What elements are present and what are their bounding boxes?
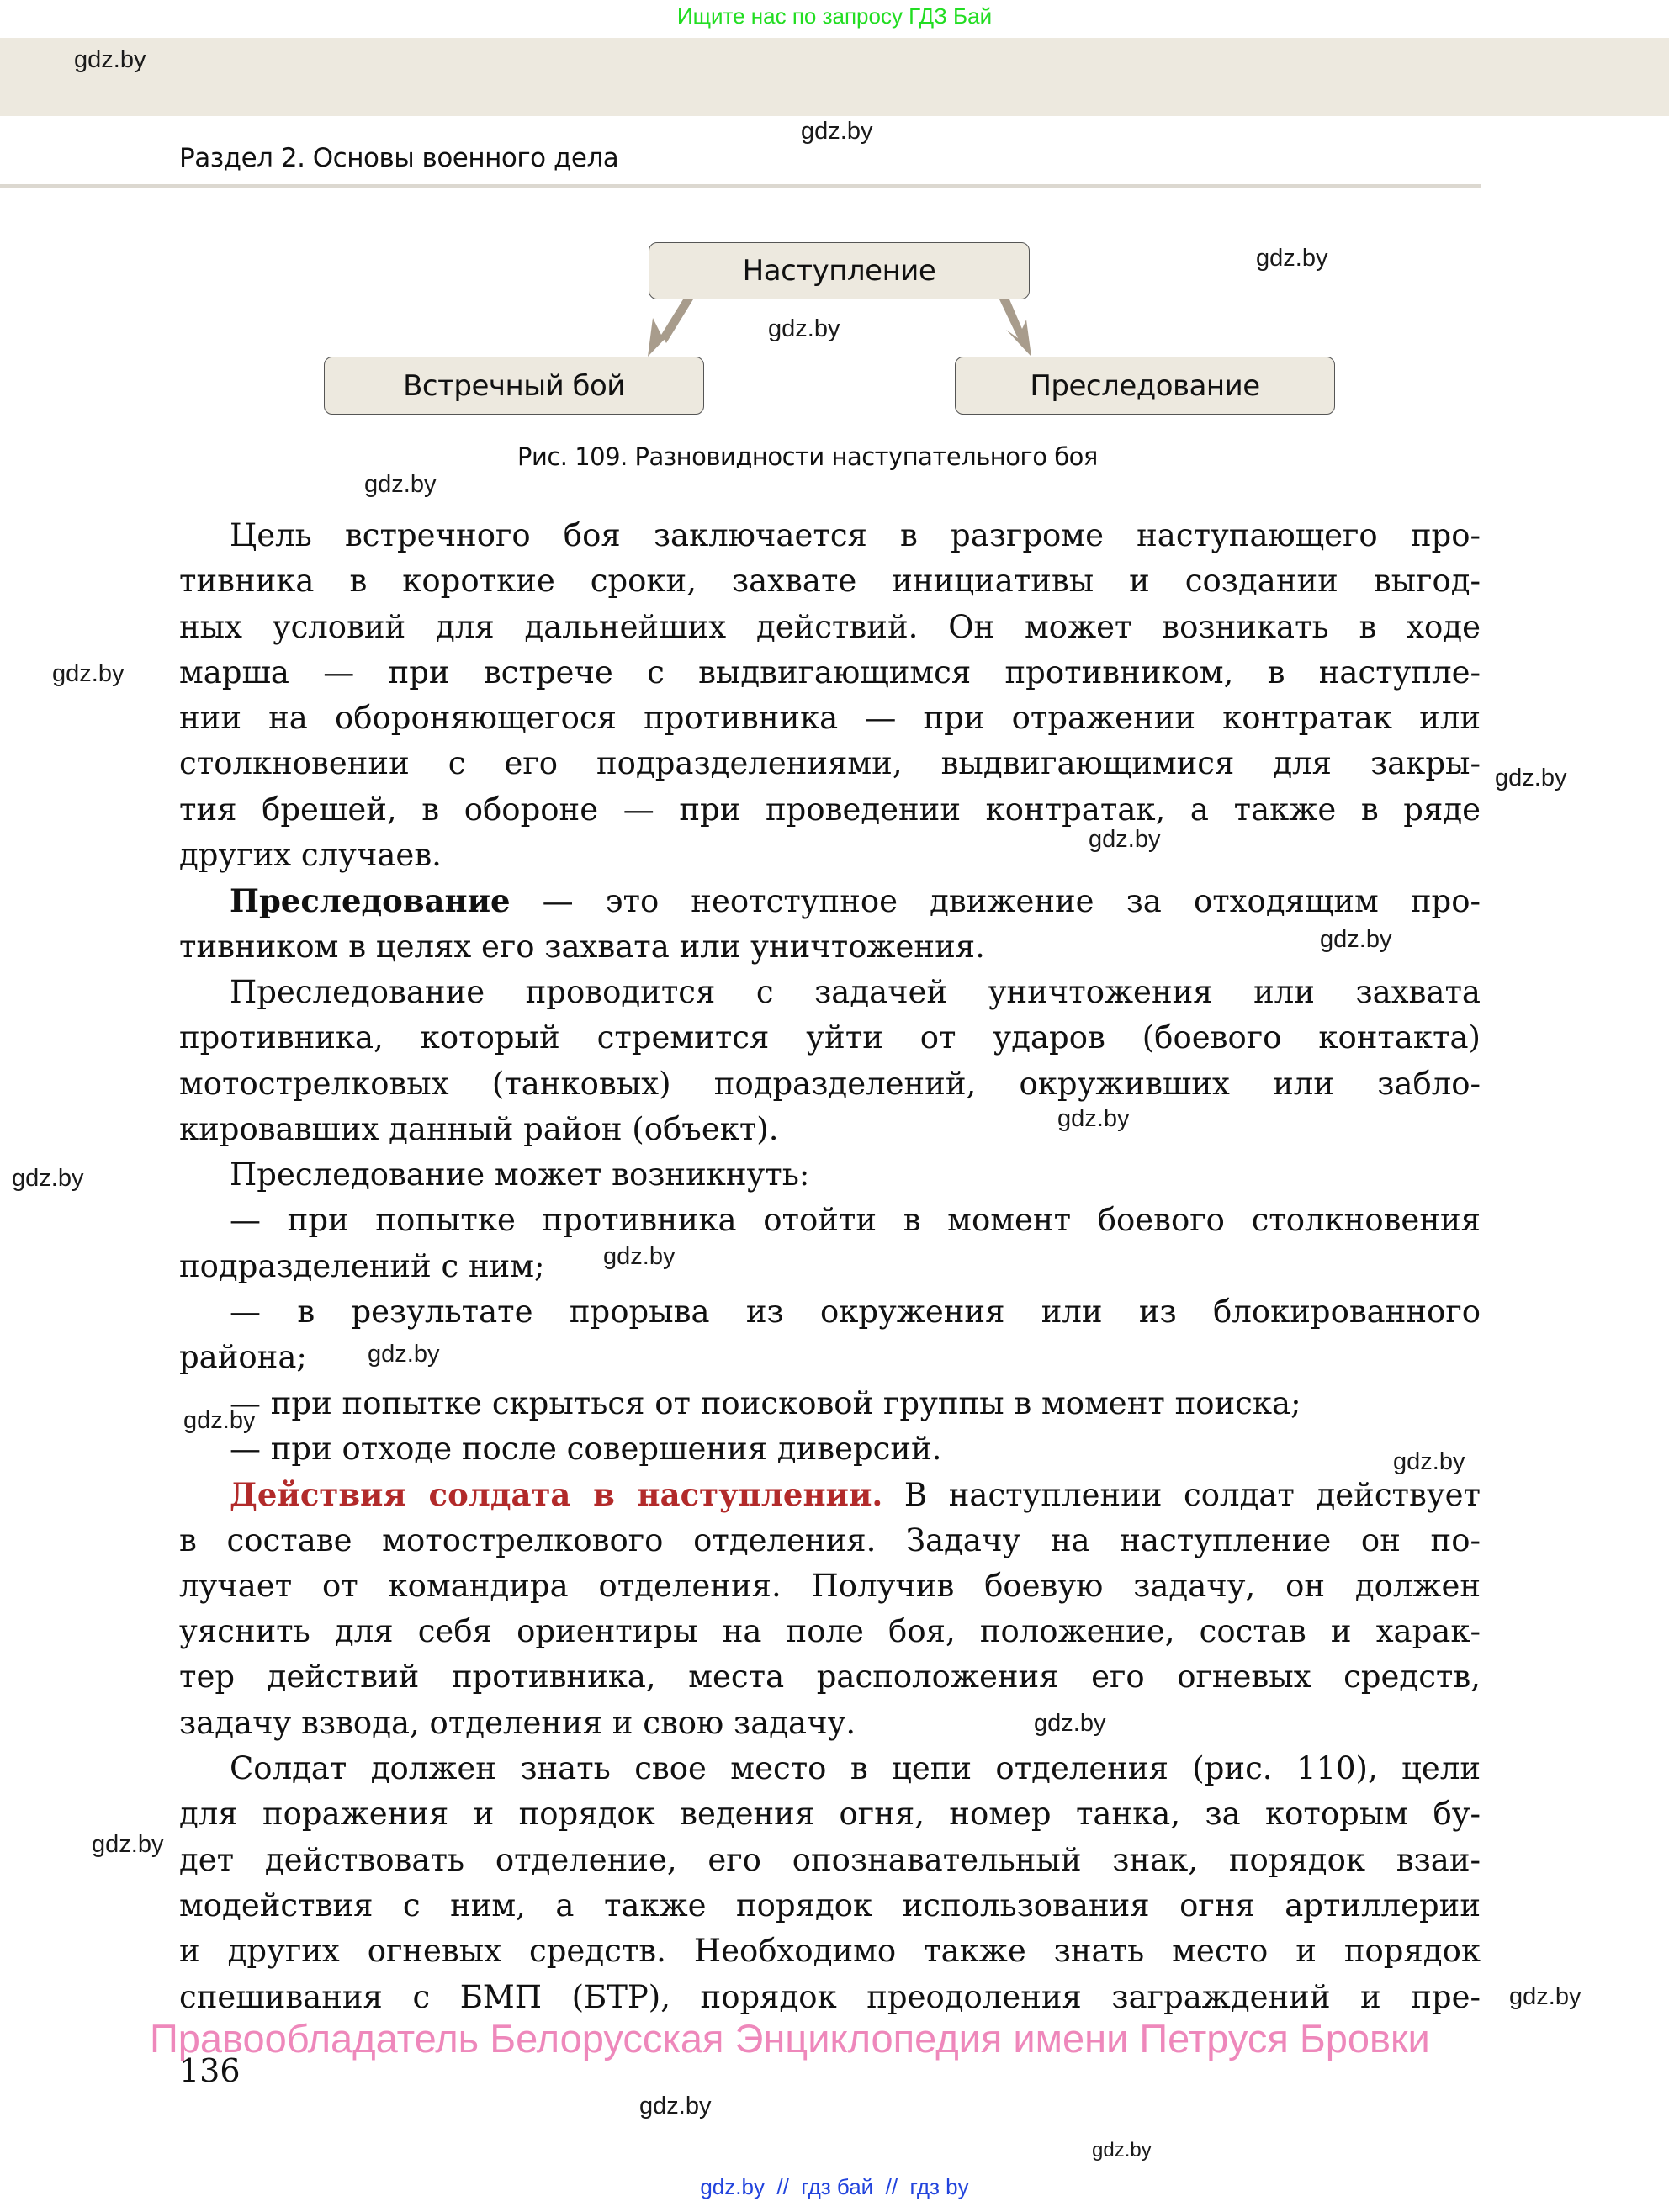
- text-line: лучает от командира отделения. Получив боевую задачу, он должен: [179, 1567, 1481, 1604]
- text-line: задачу взвода, отделения и свою задачу.: [179, 1704, 856, 1741]
- diagram-box-meeting-engagement: [324, 357, 704, 415]
- watermark: gdz.by: [74, 46, 146, 73]
- watermark: gdz.by: [639, 2093, 712, 2119]
- footer-links[interactable]: gdz.by // гдз бай // гдз by: [700, 2174, 969, 2199]
- watermark: gdz.by: [768, 315, 840, 342]
- diagram-arrows-icon: [0, 0, 1669, 437]
- text-span: В наступлении солдат действует: [882, 1477, 1481, 1514]
- watermark: gdz.by: [1256, 245, 1328, 272]
- section-heading-soldier-actions: Действия солдата в наступлении.: [230, 1476, 883, 1514]
- list-item-cont: подразделений с ним;: [179, 1247, 545, 1284]
- watermark: gdz.by: [368, 1341, 440, 1368]
- watermark: gdz.by: [603, 1243, 676, 1270]
- text-line: для поражения и порядок ведения огня, номер танка, за которым бу-: [179, 1796, 1481, 1833]
- text-line: Солдат должен знать свое место в цепи отделения (рис. 110), цели: [230, 1750, 1481, 1787]
- text-line: Преследование может возникнуть:: [230, 1156, 810, 1193]
- watermark: gdz.by: [1509, 1983, 1582, 2010]
- text-line: уяснить для себя ориентиры на поле боя, положение, состав и харак-: [179, 1613, 1481, 1650]
- diagram-box-root: [649, 242, 1030, 299]
- text-line: дет действовать отделение, его опознавательный знак, порядок взаи-: [179, 1841, 1481, 1878]
- text-line: других случаев.: [179, 837, 442, 874]
- list-item: — при попытке скрыться от поисковой группы в момент поиска;: [230, 1384, 1301, 1421]
- watermark: gdz.by: [1057, 1105, 1130, 1132]
- list-item: — при попытке противника отойти в момент боевого столкновения: [230, 1202, 1481, 1239]
- text-line: противника, который стремится уйти от ударов (боевого контакта): [179, 1019, 1481, 1056]
- watermark: gdz.by: [1495, 765, 1567, 791]
- diagram-box-pursuit: [955, 357, 1335, 415]
- diagram-child-label: Встречный бой: [403, 368, 625, 403]
- text-line: кировавших данный район (объект).: [179, 1110, 779, 1147]
- text-line: столкновении с его подразделениями, выдвигающимися для закры-: [179, 745, 1481, 782]
- list-item: — при отходе после совершения диверсий.: [230, 1430, 942, 1467]
- body-text: [179, 513, 1481, 2020]
- text-line: и других огневых средств. Необходимо также знать место и порядок: [179, 1933, 1481, 1970]
- text-line: мотострелковых (танковых) подразделений, окруживших или забло-: [179, 1065, 1481, 1102]
- watermark: gdz.by: [1092, 2139, 1152, 2162]
- watermark: gdz.by: [1320, 926, 1392, 953]
- watermark: gdz.by: [1089, 826, 1161, 853]
- top-banner[interactable]: Ищите нас по запросу ГДЗ Бай: [676, 3, 993, 29]
- term-pursuit: Преследование: [230, 882, 511, 920]
- diagram-root-label: Наступление: [742, 254, 936, 288]
- text-line: тивником в целях его захвата или уничтожения.: [179, 928, 985, 965]
- list-item: — в результате прорыва из окружения или из блокированного: [230, 1294, 1481, 1331]
- text-line: в составе мотострелкового отделения. Задачу на наступление он по-: [179, 1521, 1481, 1558]
- text-line: тер действий противника, места расположения его огневых средств,: [179, 1659, 1481, 1696]
- page-number: 136: [179, 2052, 241, 2089]
- figure-caption: Рис. 109. Разновидности наступательного боя: [517, 442, 1098, 471]
- text-span: — это неотступное движение за отходящим про-: [510, 883, 1481, 920]
- watermark: gdz.by: [1393, 1448, 1465, 1475]
- watermark: gdz.by: [364, 471, 437, 498]
- text-line: спешивания с БМП (БТР), порядок преодоления заграждений и пре-: [179, 1978, 1481, 2015]
- watermark: gdz.by: [801, 118, 873, 145]
- watermark: gdz.by: [12, 1165, 84, 1192]
- text-line: тивника в короткие сроки, захвате инициативы и создании выгод-: [179, 563, 1481, 600]
- text-line: модействия с ним, а также порядок использования огня артиллерии: [179, 1887, 1481, 1924]
- copyright-notice: Правообладатель Белорусская Энциклопедия имени Петруся Бровки: [150, 2016, 1430, 2061]
- watermark: gdz.by: [92, 1831, 164, 1858]
- watermark: gdz.by: [52, 660, 125, 687]
- text-line: [179, 1472, 1481, 1517]
- text-line: марша — при встрече с выдвигающимся противником, в наступле-: [179, 654, 1481, 691]
- text-line: Цель встречного боя заключается в разгроме наступающего про-: [230, 517, 1481, 553]
- text-line: нии на обороняющегося противника — при отражении контратак или: [179, 700, 1481, 737]
- section-title: Раздел 2. Основы военного дела: [179, 143, 619, 173]
- watermark: gdz.by: [1034, 1710, 1106, 1737]
- text-line: [179, 878, 1481, 923]
- list-item-cont: района;: [179, 1339, 307, 1376]
- diagram-child-label: Преследование: [1030, 368, 1260, 403]
- text-line: Преследование проводится с задачей уничтожения или захвата: [230, 973, 1481, 1010]
- text-line: тия брешей, в обороне — при проведении контратак, а также в ряде: [179, 791, 1481, 828]
- text-line: ных условий для дальнейших действий. Он может возникать в ходе: [179, 608, 1481, 645]
- watermark: gdz.by: [183, 1407, 256, 1434]
